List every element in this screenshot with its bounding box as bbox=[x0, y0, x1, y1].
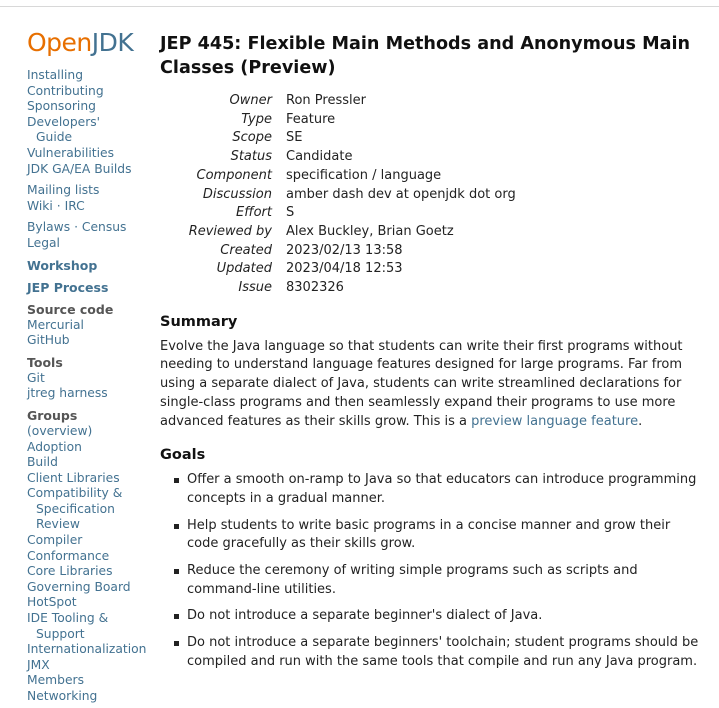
openjdk-logo[interactable]: OpenJDK bbox=[27, 28, 134, 57]
meta-key: Issue bbox=[238, 280, 272, 296]
meta-row-updated bbox=[160, 260, 705, 279]
top-border bbox=[0, 0, 719, 7]
list-item: Help students to write basic programs in a concise manner and grow their code gracefully as their skills grow. bbox=[187, 517, 705, 554]
summary-heading: Summary bbox=[160, 313, 238, 330]
list-item: Offer a smooth on-ramp to Java so that educators can introduce programming concepts in a gradual manner. bbox=[187, 471, 705, 508]
meta-key: Reviewed by bbox=[188, 223, 272, 239]
groups-heading: Groups bbox=[27, 407, 78, 423]
nav-vulnerabilities[interactable]: Vulnerabilities bbox=[27, 145, 115, 160]
summary-paragraph: Evolve the Java language so that students can write their first programs without needing to understand language features designed for large programs. Far from using a separate dialect of Java, students can write streamlined declarations for single-class programs and then seamlessly expand their programs to use more advanced features as their skills grow. This is a preview language feature. bbox=[160, 338, 683, 429]
nav-contributing[interactable]: Contributing bbox=[27, 83, 104, 98]
nav-census[interactable]: Census bbox=[81, 220, 127, 235]
nav-networking[interactable]: Networking bbox=[27, 689, 98, 703]
nav-irc[interactable]: IRC bbox=[64, 198, 85, 213]
meta-value: 2023/02/13 13:58 bbox=[286, 242, 403, 258]
nav-internationalization[interactable]: Internationalization bbox=[27, 642, 147, 657]
nav-compiler[interactable]: Compiler bbox=[27, 533, 83, 548]
meta-value: 2023/04/18 12:53 bbox=[286, 261, 403, 277]
nav-adoption[interactable]: Adoption bbox=[27, 439, 82, 454]
list-item: Do not introduce a separate beginner's dialect of Java. bbox=[187, 607, 705, 626]
source-code-heading: Source code bbox=[27, 301, 114, 317]
meta-value: Alex Buckley, Brian Goetz bbox=[286, 223, 454, 239]
meta-value: SE bbox=[286, 130, 303, 146]
list-item: Reduce the ceremony of writing simple programs such as scripts and command-line utilities. bbox=[187, 562, 705, 599]
page-title: JEP 445: Flexible Main Methods and Anonymous Main Classes (Preview) bbox=[160, 34, 691, 78]
meta-row-component bbox=[160, 167, 705, 186]
nav-workshop[interactable]: Workshop bbox=[27, 257, 98, 273]
meta-key: Discussion bbox=[202, 186, 272, 202]
tools-heading: Tools bbox=[27, 354, 63, 370]
nav-compatibility[interactable]: Compatibility & Specification Review bbox=[27, 486, 123, 532]
nav-build[interactable]: Build bbox=[27, 455, 58, 470]
nav-members[interactable]: Members bbox=[27, 673, 84, 688]
meta-row-scope bbox=[160, 129, 705, 148]
meta-value: Feature bbox=[286, 111, 336, 127]
goals-list bbox=[160, 471, 705, 671]
meta-row-owner bbox=[160, 92, 705, 111]
nav-bylaws[interactable]: Bylaws bbox=[27, 220, 71, 235]
meta-key: Created bbox=[220, 242, 272, 258]
sidebar bbox=[27, 28, 152, 705]
nav-client-libraries[interactable]: Client Libraries bbox=[27, 470, 120, 485]
nav-groups-overview[interactable]: (overview) bbox=[27, 423, 93, 438]
meta-value: Ron Pressler bbox=[286, 93, 366, 108]
nav-legal[interactable]: Legal bbox=[27, 235, 60, 250]
nav-ide-tooling[interactable]: IDE Tooling & Support bbox=[27, 611, 109, 641]
meta-row-type bbox=[160, 111, 705, 130]
nav-mailing-lists[interactable]: Mailing lists bbox=[27, 183, 100, 198]
nav-jtreg[interactable]: jtreg harness bbox=[27, 386, 108, 401]
meta-key: Component bbox=[196, 167, 272, 183]
meta-key: Effort bbox=[236, 205, 272, 221]
meta-value: amber dash dev at openjdk dot org bbox=[286, 186, 516, 202]
nav-hotspot[interactable]: HotSpot bbox=[27, 595, 77, 610]
nav-bylaws-census-row: Bylaws · Census bbox=[27, 220, 127, 235]
meta-row-discussion bbox=[160, 186, 705, 205]
issue-link[interactable]: 8302326 bbox=[286, 280, 344, 296]
jep-metadata bbox=[160, 92, 705, 298]
meta-key: Status bbox=[230, 149, 272, 165]
meta-key: Owner bbox=[229, 93, 272, 108]
nav-mercurial[interactable]: Mercurial bbox=[27, 317, 84, 332]
nav-governing-board[interactable]: Governing Board bbox=[27, 579, 131, 594]
nav-core-libraries[interactable]: Core Libraries bbox=[27, 564, 113, 579]
meta-key: Type bbox=[241, 111, 272, 127]
meta-value: specification / language bbox=[286, 167, 442, 183]
nav-wiki-irc-row: Wiki · IRC bbox=[27, 198, 85, 213]
nav-wiki[interactable]: Wiki bbox=[27, 198, 53, 213]
meta-row-reviewed-by bbox=[160, 223, 705, 242]
meta-row-created bbox=[160, 242, 705, 261]
nav-developers-guide[interactable]: Developers' Guide bbox=[27, 114, 101, 145]
meta-row-issue bbox=[160, 279, 705, 298]
meta-row-status bbox=[160, 148, 705, 167]
nav-installing[interactable]: Installing bbox=[27, 68, 84, 82]
nav-jep-process[interactable]: JEP Process bbox=[27, 279, 109, 295]
nav-jdk-builds[interactable]: JDK GA/EA Builds bbox=[27, 161, 132, 176]
list-item: Do not introduce a separate beginners' toolchain; student programs should be compiled and run with the same tools that compile and run any Java program. bbox=[187, 634, 705, 671]
main-content bbox=[160, 32, 705, 680]
meta-value: S bbox=[286, 205, 295, 221]
nav-jmx[interactable]: JMX bbox=[27, 657, 50, 672]
meta-row-effort bbox=[160, 204, 705, 223]
nav-github[interactable]: GitHub bbox=[27, 333, 70, 348]
nav-sponsoring[interactable]: Sponsoring bbox=[27, 99, 96, 114]
nav-conformance[interactable]: Conformance bbox=[27, 548, 110, 563]
meta-value: Candidate bbox=[286, 149, 353, 165]
meta-key: Scope bbox=[232, 130, 272, 146]
goals-heading: Goals bbox=[160, 447, 206, 464]
meta-key: Updated bbox=[216, 261, 272, 277]
nav-git[interactable]: Git bbox=[27, 370, 45, 385]
preview-language-feature-link[interactable]: preview language feature bbox=[471, 413, 639, 429]
